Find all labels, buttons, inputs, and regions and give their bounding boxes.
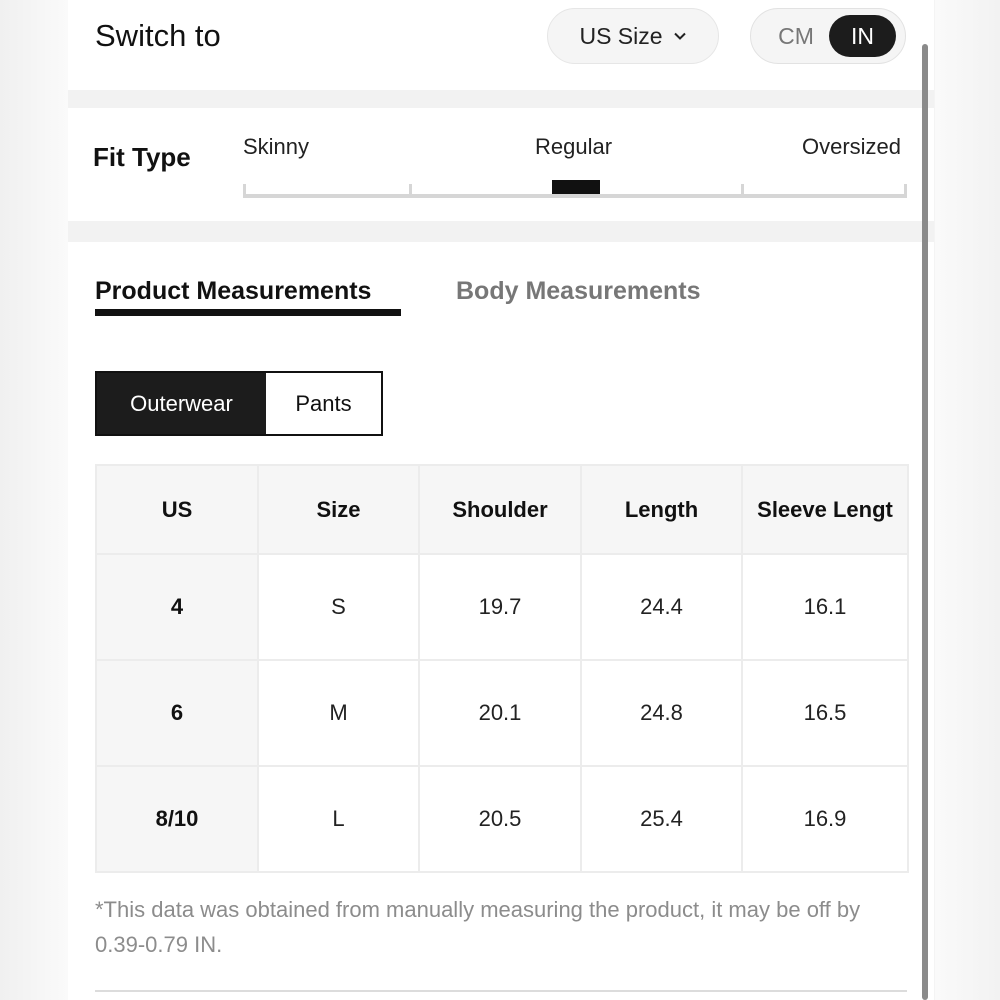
table-cell-size: L bbox=[258, 766, 419, 872]
size-system-value: US Size bbox=[579, 22, 663, 49]
table-cell-length: 24.8 bbox=[581, 660, 742, 766]
fit-scale-tick bbox=[904, 184, 907, 198]
fit-selected-marker bbox=[552, 180, 600, 194]
fit-option-skinny: Skinny bbox=[243, 134, 310, 159]
measurement-disclaimer: *This data was obtained from manually measuring the product, it may be off by 0.39-0.79 IN. bbox=[95, 897, 861, 957]
table-cell-us: 8/10 bbox=[96, 766, 258, 872]
table-cell-size: S bbox=[258, 554, 419, 660]
table-cell-length: 25.4 bbox=[581, 766, 742, 872]
tab-product-measurements[interactable]: Product Measurements bbox=[95, 277, 372, 305]
fit-type-section bbox=[68, 108, 934, 221]
switch-to-label: Switch to bbox=[95, 18, 221, 53]
table-cell-shoulder: 20.5 bbox=[419, 766, 581, 872]
table-cell-length: 24.4 bbox=[581, 554, 742, 660]
table-row bbox=[96, 660, 908, 766]
page-backdrop-left bbox=[0, 0, 68, 1000]
unit-toggle bbox=[750, 8, 906, 64]
table-cell-sleeve-length: 16.1 bbox=[742, 554, 908, 660]
table-cell-sleeve-length: 16.9 bbox=[742, 766, 908, 872]
column-header-shoulder: Shoulder bbox=[419, 465, 581, 554]
fit-option-oversized: Oversized bbox=[802, 134, 902, 159]
tab-body-measurements[interactable]: Body Measurements bbox=[456, 277, 701, 305]
table-cell-size: M bbox=[258, 660, 419, 766]
fit-scale-track bbox=[243, 194, 907, 198]
unit-in-option[interactable]: IN bbox=[829, 15, 896, 57]
category-selector bbox=[95, 371, 383, 436]
active-tab-indicator bbox=[95, 309, 401, 316]
column-header-sleeve-length: Sleeve Lengt bbox=[742, 465, 908, 554]
fit-type-title: Fit Type bbox=[93, 142, 191, 172]
table-cell-us: 4 bbox=[96, 554, 258, 660]
page-backdrop-right bbox=[935, 0, 1000, 1000]
size-chart-table bbox=[95, 464, 909, 873]
table-cell-us: 6 bbox=[96, 660, 258, 766]
divider bbox=[95, 990, 907, 992]
category-pants-button[interactable]: Pants bbox=[266, 373, 381, 434]
table-cell-shoulder: 19.7 bbox=[419, 554, 581, 660]
chevron-down-icon bbox=[673, 29, 687, 43]
column-header-length: Length bbox=[581, 465, 742, 554]
column-header-us: US bbox=[96, 465, 258, 554]
fit-scale-tick bbox=[243, 184, 246, 198]
size-system-dropdown[interactable] bbox=[547, 8, 719, 64]
category-outerwear-button[interactable]: Outerwear bbox=[97, 373, 266, 434]
fit-option-regular: Regular bbox=[535, 134, 613, 159]
unit-cm-option[interactable]: CM bbox=[778, 22, 814, 49]
table-cell-sleeve-length: 16.5 bbox=[742, 660, 908, 766]
section-divider bbox=[68, 90, 934, 108]
section-divider bbox=[68, 221, 934, 242]
fit-scale-tick bbox=[741, 184, 744, 198]
table-row bbox=[96, 766, 908, 872]
fit-scale-tick bbox=[409, 184, 412, 198]
scrollbar[interactable] bbox=[922, 44, 928, 1000]
table-header-row bbox=[96, 465, 908, 554]
measurements-section bbox=[68, 242, 934, 1000]
size-switch-bar bbox=[68, 0, 934, 90]
table-row bbox=[96, 554, 908, 660]
table-cell-shoulder: 20.1 bbox=[419, 660, 581, 766]
column-header-size: Size bbox=[258, 465, 419, 554]
